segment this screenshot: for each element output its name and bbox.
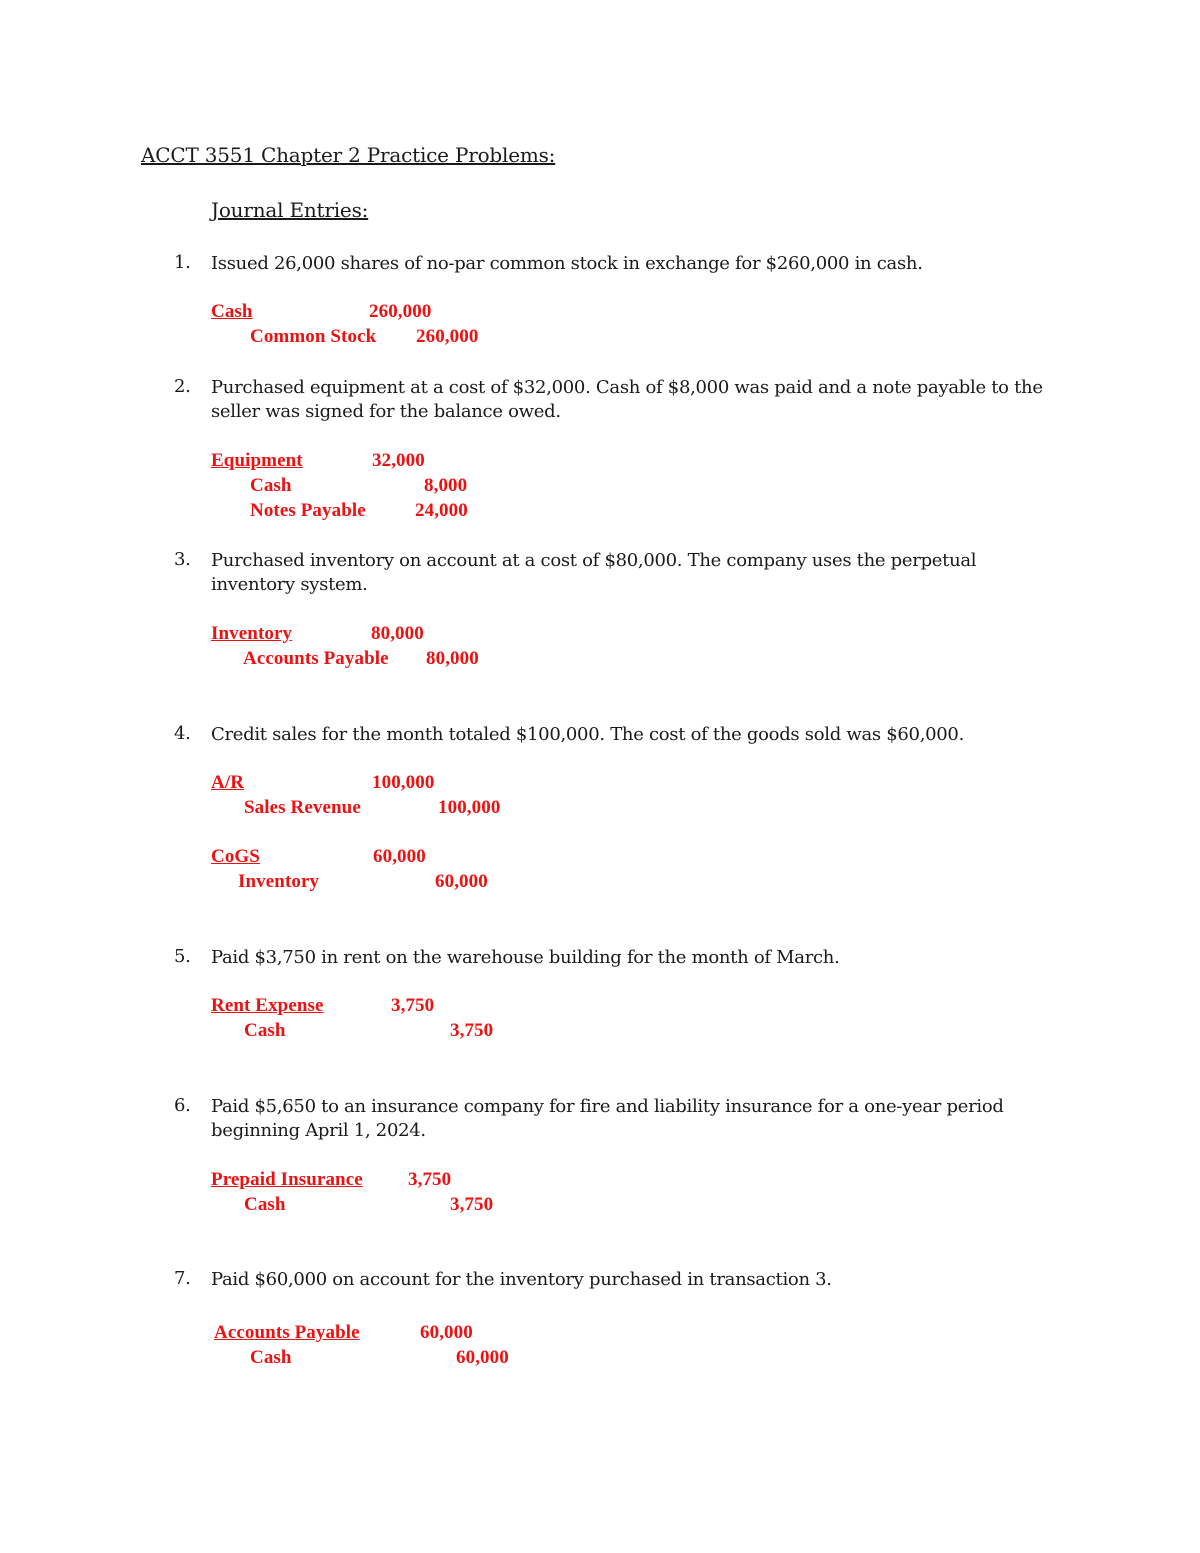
problem-number: 6. xyxy=(174,1095,191,1116)
journal-debit-line xyxy=(211,772,444,794)
credit-account: Common Stock xyxy=(250,326,377,347)
problem-number: 1. xyxy=(174,252,191,273)
debit-account: Accounts Payable xyxy=(214,1322,360,1343)
credit-account: Notes Payable xyxy=(250,500,366,521)
problem-number: 5. xyxy=(174,946,191,967)
debit-account: A/R xyxy=(211,772,245,793)
journal-debit-line xyxy=(211,846,434,868)
credit-account: Cash xyxy=(250,475,292,496)
credit-account: Sales Revenue xyxy=(244,797,361,818)
debit-amount: 32,000 xyxy=(372,450,425,471)
debit-amount: 3,750 xyxy=(408,1169,452,1190)
debit-account: Cash xyxy=(211,301,253,322)
journal-debit-line xyxy=(211,301,443,323)
debit-account: Equipment xyxy=(211,450,303,471)
problem-text: Credit sales for the month totaled $100,000. The cost of the goods sold was $60,000. xyxy=(211,724,965,745)
debit-account: CoGS xyxy=(211,846,260,867)
credit-account: Cash xyxy=(244,1020,286,1041)
credit-amount: 3,750 xyxy=(450,1194,494,1215)
debit-amount: 100,000 xyxy=(372,772,435,793)
problem-text: Paid $5,650 to an insurance company for fire and liability insurance for a one-year period beginning April 1, 2024. xyxy=(211,1096,1004,1141)
credit-amount: 24,000 xyxy=(415,500,468,521)
credit-account: Cash xyxy=(250,1347,292,1368)
journal-debit-line xyxy=(211,995,440,1017)
debit-amount: 80,000 xyxy=(371,623,424,644)
credit-amount: 260,000 xyxy=(416,326,479,347)
problem-number: 4. xyxy=(174,723,191,744)
debit-amount: 60,000 xyxy=(420,1322,473,1343)
journal-debit-line xyxy=(214,1322,480,1344)
credit-amount: 60,000 xyxy=(456,1347,509,1368)
section-heading: Journal Entries: xyxy=(211,198,369,222)
debit-account: Rent Expense xyxy=(211,995,324,1016)
debit-amount: 3,750 xyxy=(391,995,435,1016)
credit-account: Cash xyxy=(244,1194,286,1215)
problem-text: Issued 26,000 shares of no-par common stock in exchange for $260,000 in cash. xyxy=(211,253,923,274)
problem-text: Purchased equipment at a cost of $32,000. Cash of $8,000 was paid and a note payable to the seller was signed for the balance owed. xyxy=(211,377,1043,422)
journal-debit-line xyxy=(211,1169,457,1191)
problem-text: Purchased inventory on account at a cost of $80,000. The company uses the perpetual inventory system. xyxy=(211,550,977,595)
problem-text: Paid $3,750 in rent on the warehouse building for the month of March. xyxy=(211,947,840,968)
credit-amount: 8,000 xyxy=(424,475,468,496)
credit-account: Inventory xyxy=(238,871,320,892)
debit-account: Inventory xyxy=(211,623,293,644)
credit-amount: 3,750 xyxy=(450,1020,494,1041)
journal-debit-line xyxy=(211,623,433,645)
debit-account: Prepaid Insurance xyxy=(211,1169,363,1190)
debit-amount: 60,000 xyxy=(373,846,426,867)
credit-account: Accounts Payable xyxy=(243,648,389,669)
problem-number: 3. xyxy=(174,549,191,570)
problem-text: Paid $60,000 on account for the inventory purchased in transaction 3. xyxy=(211,1269,832,1290)
credit-amount: 80,000 xyxy=(426,648,479,669)
problem-number: 2. xyxy=(174,376,191,397)
credit-amount: 100,000 xyxy=(438,797,501,818)
journal-debit-line xyxy=(211,450,434,472)
credit-amount: 60,000 xyxy=(435,871,488,892)
problem-number: 7. xyxy=(174,1268,191,1289)
page-title: ACCT 3551 Chapter 2 Practice Problems: xyxy=(141,143,556,167)
debit-amount: 260,000 xyxy=(369,301,432,322)
